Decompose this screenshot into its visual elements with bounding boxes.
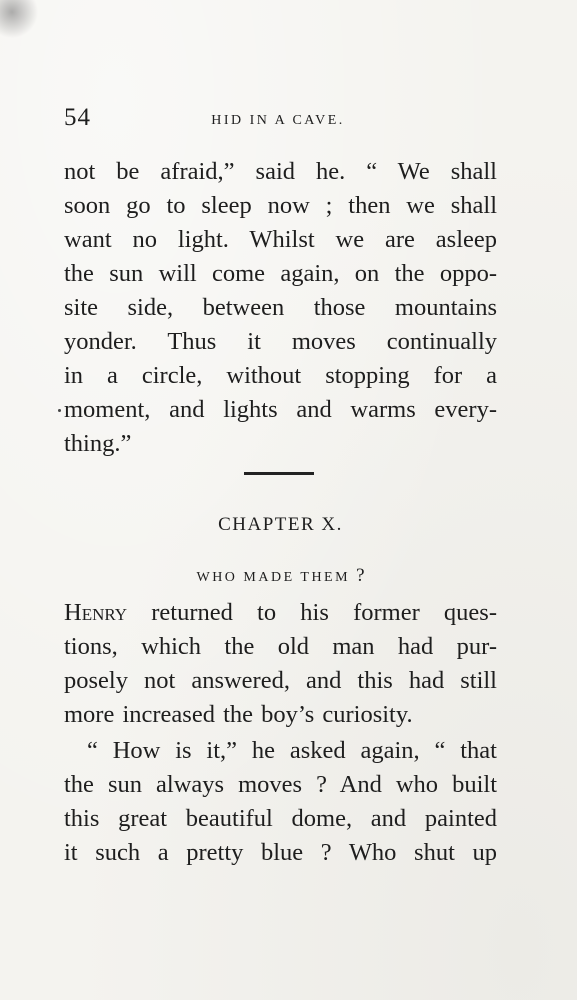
- text-line: the sun will come again, on the oppo-: [64, 260, 497, 287]
- text-line: want no light. Whilst we are asleep: [64, 226, 497, 253]
- first-line-rest: returned to his former ques-: [127, 599, 497, 626]
- text-line: “ How is it,” he asked again, “ that: [87, 737, 497, 764]
- page-number: 54: [64, 104, 91, 131]
- page-header: [64, 104, 497, 140]
- drop-word: Henry: [64, 599, 128, 626]
- stray-ink-dot: [58, 409, 61, 412]
- text-line: tions, which the old man had pur-: [64, 633, 497, 660]
- text-line: site side, between those mountains: [64, 294, 497, 321]
- chapter-subtitle-text: WHO MADE THEM: [196, 570, 351, 585]
- text-line: this great beautiful dome, and painted: [64, 805, 497, 832]
- text-line: more increased the boy’s curiosity.: [64, 701, 413, 728]
- text-line: yonder. Thus it moves continually: [64, 328, 497, 355]
- chapter-heading: CHAPTER X.: [218, 514, 343, 535]
- chapter-subtitle: [64, 565, 497, 587]
- corner-ink-smudge: [0, 0, 44, 40]
- running-head: HID IN A CAVE.: [211, 113, 345, 128]
- text-line: thing.”: [64, 430, 132, 457]
- text-line: posely not answered, and this had still: [64, 667, 497, 694]
- text-line: the sun always moves ? And who built: [64, 771, 497, 798]
- text-line: moment, and lights and warms every-: [64, 396, 497, 423]
- paragraph-2: [64, 596, 497, 732]
- text-line: not be afraid,” said he. “ We shall: [64, 158, 497, 185]
- paragraph-3: [64, 734, 497, 870]
- text-line: in a circle, without stopping for a: [64, 362, 497, 389]
- paragraph-1: [64, 155, 497, 461]
- chapter-subtitle-question-mark: ?: [356, 565, 365, 586]
- text-line: soon go to sleep now ; then we shall: [64, 192, 497, 219]
- text-line: it such a pretty blue ? Who shut up: [64, 839, 497, 866]
- text-line: [64, 596, 497, 630]
- section-rule: [244, 472, 314, 475]
